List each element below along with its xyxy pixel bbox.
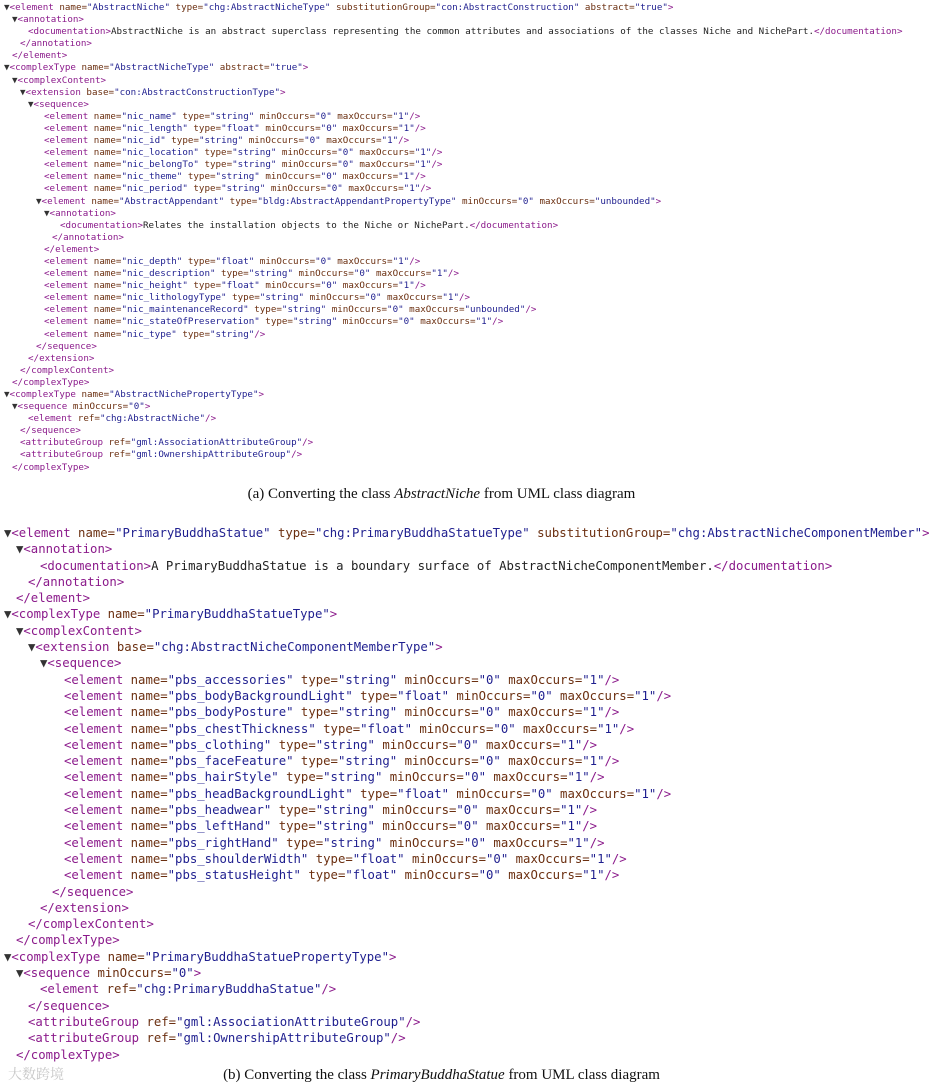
- code-line: [0, 769, 883, 785]
- code-line: [0, 365, 883, 377]
- code-line: [0, 704, 883, 720]
- code-line: [0, 525, 929, 541]
- code-text: <element ref="chg:PrimaryBuddhaStatue"/>: [40, 982, 337, 997]
- code-text: <element name="nic_type" type="string"/>: [44, 328, 266, 340]
- code-line: [0, 998, 883, 1014]
- code-text: <complexType name="AbstractNichePropertyType">: [9, 389, 265, 400]
- code-line: [0, 183, 883, 195]
- code-line: [0, 62, 883, 74]
- code-text: <element name="pbs_bodyPosture" type="string" minOccurs="0" maxOccurs="1"/>: [64, 705, 620, 720]
- code-line: [0, 26, 903, 38]
- code-text: <element name="nic_height" type="float" minOccurs="0" maxOccurs="1"/>: [44, 280, 426, 292]
- code-line: [0, 353, 883, 365]
- code-line: [0, 123, 883, 135]
- code-line: [0, 753, 883, 769]
- code-line: [0, 462, 883, 474]
- collapse-triangle-icon[interactable]: ▼: [16, 542, 24, 557]
- code-line: [0, 425, 883, 437]
- code-line: [0, 965, 883, 981]
- code-line: [0, 38, 883, 50]
- code-line: [0, 2, 883, 14]
- code-text: <attributeGroup ref="gml:AssociationAttributeGroup"/>: [28, 1014, 421, 1029]
- code-text: <extension base="con:AbstractConstructionType">: [25, 86, 286, 98]
- caption-a-class: AbstractNiche: [394, 486, 481, 502]
- code-line: [0, 437, 883, 449]
- code-line: [0, 159, 883, 171]
- code-text: <attributeGroup ref="gml:OwnershipAttributeGroup"/>: [20, 449, 303, 461]
- code-line: [0, 835, 883, 851]
- code-line: [0, 256, 883, 268]
- code-text: <element name="AbstractAppendant" type="bldg:AbstractAppendantPropertyType" minOccurs="0" maxOccurs="unbounded">: [41, 195, 662, 207]
- caption-b-suffix: from UML class diagram: [504, 1067, 660, 1083]
- code-text: </annotation>: [28, 574, 125, 589]
- collapse-triangle-icon[interactable]: ▼: [16, 966, 24, 981]
- code-text: <element name="nic_period" type="string" minOccurs="0" maxOccurs="1"/>: [44, 183, 432, 195]
- code-line: [0, 268, 883, 280]
- code-line: [0, 341, 883, 353]
- code-text: <annotation>: [17, 14, 84, 26]
- code-line: [0, 208, 883, 220]
- code-text: <element name="nic_stateOfPreservation" type="string" minOccurs="0" maxOccurs="1"/>: [44, 316, 504, 328]
- caption-a: [0, 486, 883, 503]
- code-text: </complexType>: [16, 1047, 120, 1062]
- code-text: <attributeGroup ref="gml:AssociationAttributeGroup"/>: [20, 437, 314, 449]
- code-text: <element name="nic_id" type="string" minOccurs="0" maxOccurs="1"/>: [44, 135, 410, 147]
- code-line: [0, 99, 883, 111]
- code-line: [0, 147, 883, 159]
- code-line: [0, 1030, 883, 1046]
- code-line: [0, 737, 883, 753]
- xml-listing-a: [0, 2, 903, 474]
- code-text: <element name="pbs_headBackgroundLight" type="float" minOccurs="0" maxOccurs="1"/>: [64, 786, 672, 801]
- code-line: [0, 316, 883, 328]
- collapse-triangle-icon[interactable]: ▼: [12, 401, 18, 413]
- code-text: </sequence>: [52, 884, 134, 899]
- code-line: [0, 623, 883, 639]
- code-line: [0, 1047, 883, 1063]
- code-line: [0, 14, 883, 26]
- code-line: [0, 688, 883, 704]
- code-text: </complexType>: [16, 933, 120, 948]
- code-text: </element>: [12, 50, 68, 62]
- collapse-triangle-icon[interactable]: ▼: [12, 14, 18, 26]
- collapse-triangle-icon[interactable]: ▼: [4, 389, 10, 400]
- code-line: [0, 981, 883, 997]
- code-line: [0, 1014, 883, 1030]
- code-text: <complexType name="AbstractNicheType" abstract="true">: [9, 62, 309, 74]
- code-line: [0, 949, 883, 965]
- code-line: [0, 50, 883, 62]
- code-text: <element name="pbs_leftHand" type="string" minOccurs="0" maxOccurs="1"/>: [64, 819, 598, 834]
- code-text: </sequence>: [20, 425, 81, 437]
- code-line: [0, 329, 883, 341]
- code-line: [0, 916, 883, 932]
- code-text: <complexContent>: [17, 74, 107, 86]
- code-text: <complexContent>: [23, 623, 142, 638]
- code-text: <element name="nic_theme" type="string" minOccurs="0" maxOccurs="1"/>: [44, 171, 426, 183]
- code-line: [0, 413, 883, 425]
- code-text: <element name="nic_length" type="float" minOccurs="0" maxOccurs="1"/>: [44, 122, 426, 134]
- code-text: <element name="pbs_statusHeight" type="float" minOccurs="0" maxOccurs="1"/>: [64, 868, 620, 883]
- code-text: <sequence>: [33, 98, 89, 110]
- collapse-triangle-icon[interactable]: ▼: [4, 62, 10, 74]
- code-line: [0, 558, 883, 574]
- code-text: <attributeGroup ref="gml:OwnershipAttributeGroup"/>: [28, 1031, 406, 1046]
- collapse-triangle-icon[interactable]: ▼: [4, 607, 12, 622]
- code-text: </sequence>: [28, 998, 110, 1013]
- code-text: <documentation>A PrimaryBuddhaStatue is a boundary surface of AbstractNicheComponentMember.</documentation>: [40, 558, 833, 573]
- collapse-triangle-icon[interactable]: ▼: [4, 2, 10, 13]
- code-line: [0, 818, 883, 834]
- code-text: </element>: [16, 591, 91, 606]
- code-line: [0, 590, 883, 606]
- code-text: <annotation>: [23, 542, 113, 557]
- code-line: [0, 655, 883, 671]
- code-line: [0, 135, 883, 147]
- code-text: </annotation>: [52, 231, 124, 243]
- code-line: [0, 111, 883, 123]
- caption-b-prefix: (b) Converting the class: [223, 1067, 371, 1083]
- code-line: [0, 867, 883, 883]
- code-text: <element name="AbstractNiche" type="chg:AbstractNicheType" substitutionGroup="con:AbstractConstruction" abstract="true">: [9, 2, 674, 13]
- code-line: [0, 232, 883, 244]
- caption-a-prefix: (a) Converting the class: [247, 486, 395, 502]
- code-line: [0, 606, 883, 622]
- code-text: <element name="pbs_headwear" type="string" minOccurs="0" maxOccurs="1"/>: [64, 803, 598, 818]
- code-text: <documentation>Relates the installation objects to the Niche or NichePart.</documentation>: [60, 219, 559, 231]
- code-text: </extension>: [40, 900, 129, 915]
- code-line: [0, 87, 883, 99]
- code-line: [0, 900, 883, 916]
- collapse-triangle-icon[interactable]: ▼: [44, 207, 50, 219]
- xml-listing-b: [0, 525, 929, 1063]
- collapse-triangle-icon[interactable]: ▼: [40, 656, 48, 671]
- collapse-triangle-icon[interactable]: ▼: [4, 949, 12, 964]
- watermark: 大数跨境: [8, 1067, 64, 1083]
- code-text: </complexType>: [12, 461, 90, 473]
- code-text: <element name="pbs_bodyBackgroundLight" type="float" minOccurs="0" maxOccurs="1"/>: [64, 688, 672, 703]
- code-line: [0, 449, 883, 461]
- code-text: <sequence>: [47, 656, 122, 671]
- collapse-triangle-icon[interactable]: ▼: [28, 98, 34, 110]
- code-text: <element name="nic_depth" type="float" minOccurs="0" maxOccurs="1"/>: [44, 255, 421, 267]
- code-text: <element name="PrimaryBuddhaStatue" type="chg:PrimaryBuddhaStatueType" substitutionGroup="chg:AbstractNicheComponentMember">: [11, 526, 929, 540]
- code-text: <element name="pbs_clothing" type="string" minOccurs="0" maxOccurs="1"/>: [64, 737, 598, 752]
- code-line: [0, 244, 883, 256]
- code-line: [0, 220, 883, 232]
- code-text: <element name="nic_maintenanceRecord" type="string" minOccurs="0" maxOccurs="unbounded"/>: [44, 304, 537, 316]
- code-line: [0, 292, 883, 304]
- code-text: </annotation>: [20, 38, 92, 50]
- code-text: <element name="nic_description" type="string" minOccurs="0" maxOccurs="1"/>: [44, 268, 459, 280]
- code-line: [0, 851, 883, 867]
- code-text: <sequence minOccurs="0">: [23, 966, 202, 981]
- code-text: <documentation>AbstractNiche is an abstract superclass representing the common attributes and associations of the classes Niche and NichePart.</documentation>: [28, 26, 903, 38]
- collapse-triangle-icon[interactable]: ▼: [16, 623, 24, 638]
- code-text: </complexContent>: [20, 364, 115, 376]
- code-text: <sequence minOccurs="0">: [17, 401, 151, 413]
- caption-b-class: PrimaryBuddhaStatue: [370, 1067, 505, 1083]
- code-line: [0, 574, 883, 590]
- code-line: [0, 389, 883, 401]
- code-line: [0, 884, 883, 900]
- collapse-triangle-icon[interactable]: ▼: [36, 195, 42, 207]
- code-text: <element name="pbs_faceFeature" type="string" minOccurs="0" maxOccurs="1"/>: [64, 754, 620, 769]
- code-line: [0, 639, 883, 655]
- code-text: <element name="nic_lithologyType" type="string" minOccurs="0" maxOccurs="1"/>: [44, 292, 471, 304]
- code-text: <extension base="chg:AbstractNicheComponentMemberType">: [35, 640, 443, 655]
- code-text: <element name="pbs_rightHand" type="string" minOccurs="0" maxOccurs="1"/>: [64, 835, 605, 850]
- code-text: <element name="pbs_chestThickness" type="float" minOccurs="0" maxOccurs="1"/>: [64, 721, 635, 736]
- code-line: [0, 171, 883, 183]
- code-line: [0, 196, 883, 208]
- caption-a-suffix: from UML class diagram: [480, 486, 636, 502]
- code-line: [0, 802, 883, 818]
- code-line: [0, 280, 883, 292]
- code-text: <element name="pbs_accessories" type="string" minOccurs="0" maxOccurs="1"/>: [64, 672, 620, 687]
- code-line: [0, 541, 883, 557]
- code-line: [0, 786, 883, 802]
- code-text: </extension>: [28, 352, 95, 364]
- code-text: <element name="nic_location" type="string" minOccurs="0" maxOccurs="1"/>: [44, 147, 443, 159]
- code-line: [0, 304, 883, 316]
- code-text: <complexType name="PrimaryBuddhaStatuePropertyType">: [11, 949, 397, 964]
- code-text: <element ref="chg:AbstractNiche"/>: [28, 413, 217, 425]
- code-text: </sequence>: [36, 340, 97, 352]
- code-line: [0, 672, 883, 688]
- code-text: <element name="pbs_shoulderWidth" type="float" minOccurs="0" maxOccurs="1"/>: [64, 851, 627, 866]
- code-line: [0, 401, 883, 413]
- code-line: [0, 377, 883, 389]
- collapse-triangle-icon[interactable]: ▼: [12, 74, 18, 86]
- code-text: <element name="nic_belongTo" type="string" minOccurs="0" maxOccurs="1"/>: [44, 159, 443, 171]
- code-text: </element>: [44, 243, 100, 255]
- code-line: [0, 75, 883, 87]
- code-text: <element name="pbs_hairStyle" type="string" minOccurs="0" maxOccurs="1"/>: [64, 770, 605, 785]
- code-text: <annotation>: [49, 207, 116, 219]
- collapse-triangle-icon[interactable]: ▼: [20, 86, 26, 98]
- collapse-triangle-icon[interactable]: ▼: [28, 640, 36, 655]
- code-line: [0, 721, 883, 737]
- code-text: <element name="nic_name" type="string" minOccurs="0" maxOccurs="1"/>: [44, 110, 421, 122]
- code-line: [0, 932, 883, 948]
- collapse-triangle-icon[interactable]: ▼: [4, 526, 12, 540]
- caption-b: [0, 1067, 883, 1084]
- code-text: <complexType name="PrimaryBuddhaStatueType">: [11, 607, 338, 622]
- code-text: </complexType>: [12, 376, 90, 388]
- code-text: </complexContent>: [28, 917, 154, 932]
